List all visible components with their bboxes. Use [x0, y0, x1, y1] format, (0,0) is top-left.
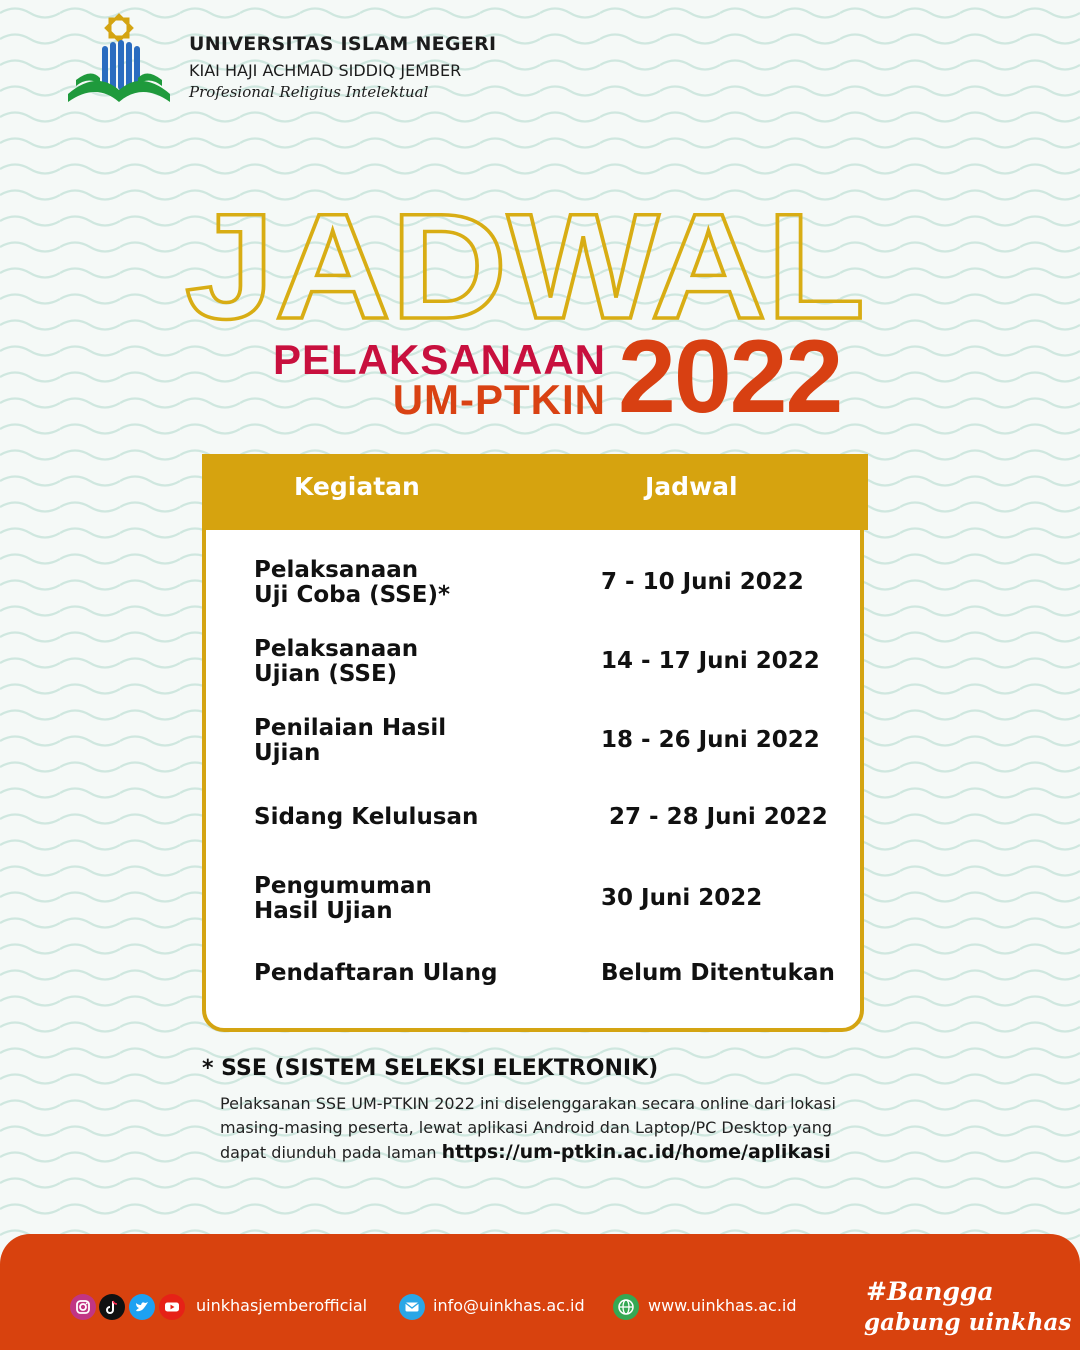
header-bar: [0, 0, 1080, 118]
social-handle[interactable]: uinkhasjemberofficial: [196, 1296, 368, 1315]
tagline-bangga-gabung-uinkhas: [862, 1274, 1072, 1340]
header-jadwal: Jadwal: [645, 472, 738, 501]
university-logo: [66, 10, 172, 110]
note-body: [220, 1092, 880, 1165]
email-icon: [399, 1294, 425, 1320]
note-url-link[interactable]: https://um-ptkin.ac.id/home/aplikasi: [441, 1141, 831, 1163]
instagram-icon[interactable]: [70, 1294, 96, 1320]
university-subname: KIAI HAJI ACHMAD SIDDIQ JEMBER: [189, 61, 462, 80]
svg-text:JADWAL: JADWAL: [185, 182, 865, 350]
header-kegiatan: Kegiatan: [294, 472, 420, 501]
globe-icon: [613, 1294, 639, 1320]
note-text: Pelaksanan SSE UM-PTKIN 2022 ini diselenggarakan secara online dari lokasi masing-masing peserta, lewat aplikasi Android dan Laptop/PC Desktop yang dapat diunduh pada laman: [220, 1094, 836, 1162]
activity-cell-5: Pengumuman Hasil Ujian: [254, 873, 432, 924]
tiktok-icon[interactable]: [99, 1294, 125, 1320]
title-jadwal: [170, 182, 880, 350]
title-pelaksanaan: PELAKSANAAN: [272, 336, 606, 383]
date-cell-2: 14 - 17 Juni 2022: [601, 648, 820, 674]
activity-cell-2: Pelaksanaan Ujian (SSE): [254, 636, 419, 687]
university-name: UNIVERSITAS ISLAM NEGERI: [189, 33, 497, 55]
activity-cell-4: Sidang Kelulusan: [254, 804, 479, 830]
activity-cell-3: Penilaian Hasil Ujian: [254, 715, 447, 766]
title-year: 2022: [618, 319, 842, 435]
activity-cell-6: Pendaftaran Ulang: [254, 960, 498, 986]
date-cell-4: 27 - 28 Juni 2022: [609, 804, 828, 830]
svg-text:#Bangga: #Bangga: [866, 1277, 994, 1306]
activity-cell-1: Pelaksanaan Uji Coba (SSE)*: [254, 557, 450, 608]
university-motto: Profesional Religius Intelektual: [189, 83, 429, 101]
date-cell-3: 18 - 26 Juni 2022: [601, 727, 820, 753]
date-cell-1: 7 - 10 Juni 2022: [601, 569, 804, 595]
website-link[interactable]: www.uinkhas.ac.id: [648, 1296, 797, 1315]
date-cell-6: Belum Ditentukan: [601, 960, 835, 986]
title-umptkin: UM-PTKIN: [392, 376, 606, 423]
twitter-icon[interactable]: [129, 1294, 155, 1320]
youtube-icon[interactable]: [159, 1294, 185, 1320]
svg-text:gabung uinkhas: gabung uinkhas: [864, 1309, 1072, 1336]
note-title: * SSE (SISTEM SELEKSI ELEKTRONIK): [202, 1056, 659, 1081]
date-cell-5: 30 Juni 2022: [601, 885, 763, 911]
email-link[interactable]: info@uinkhas.ac.id: [433, 1296, 585, 1315]
